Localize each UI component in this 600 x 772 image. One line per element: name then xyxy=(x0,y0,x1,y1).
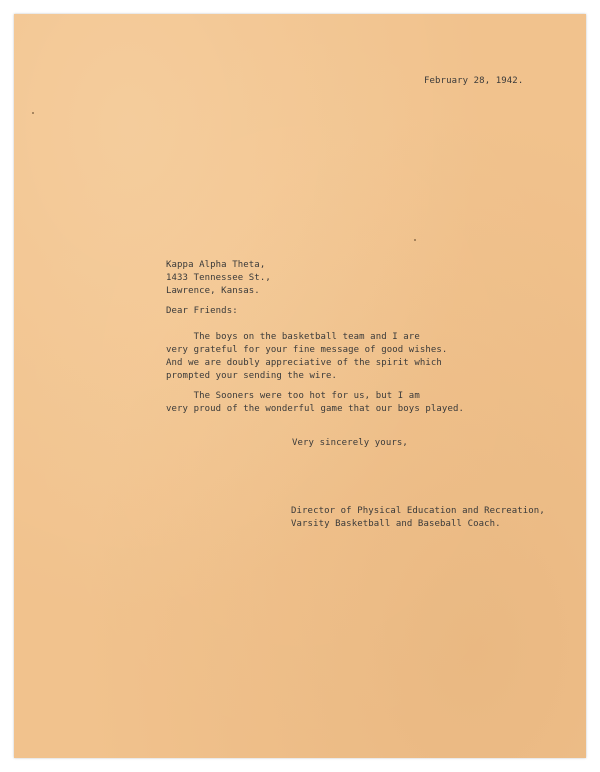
recipient-address xyxy=(166,259,271,298)
paragraph-line: And we are doubly appreciative of the spirit which xyxy=(166,358,442,368)
signature-line: Varsity Basketball and Baseball Coach. xyxy=(291,519,501,529)
paragraph-line: very proud of the wonderful game that our boys played. xyxy=(166,404,464,414)
body-paragraph-2 xyxy=(166,390,464,416)
paper-speck xyxy=(32,112,34,114)
paragraph-line: prompted your sending the wire. xyxy=(166,371,338,381)
body-paragraph-1 xyxy=(166,331,447,383)
signature-block xyxy=(291,505,545,531)
recipient-line: Kappa Alpha Theta, xyxy=(166,260,266,270)
salutation: Dear Friends: xyxy=(166,306,238,316)
paragraph-line: very grateful for your fine message of good wishes. xyxy=(166,345,448,355)
paragraph-line: The boys on the basketball team and I are xyxy=(166,332,420,342)
complimentary-closing: Very sincerely yours, xyxy=(292,438,408,448)
paper-speck xyxy=(414,239,416,241)
signature-line: Director of Physical Education and Recreation, xyxy=(291,506,545,516)
recipient-line: 1433 Tennessee St., xyxy=(166,273,271,283)
letter-page xyxy=(14,14,586,758)
paragraph-line: The Sooners were too hot for us, but I am xyxy=(166,391,420,401)
recipient-line: Lawrence, Kansas. xyxy=(166,286,260,296)
letter-date: February 28, 1942. xyxy=(424,76,524,86)
